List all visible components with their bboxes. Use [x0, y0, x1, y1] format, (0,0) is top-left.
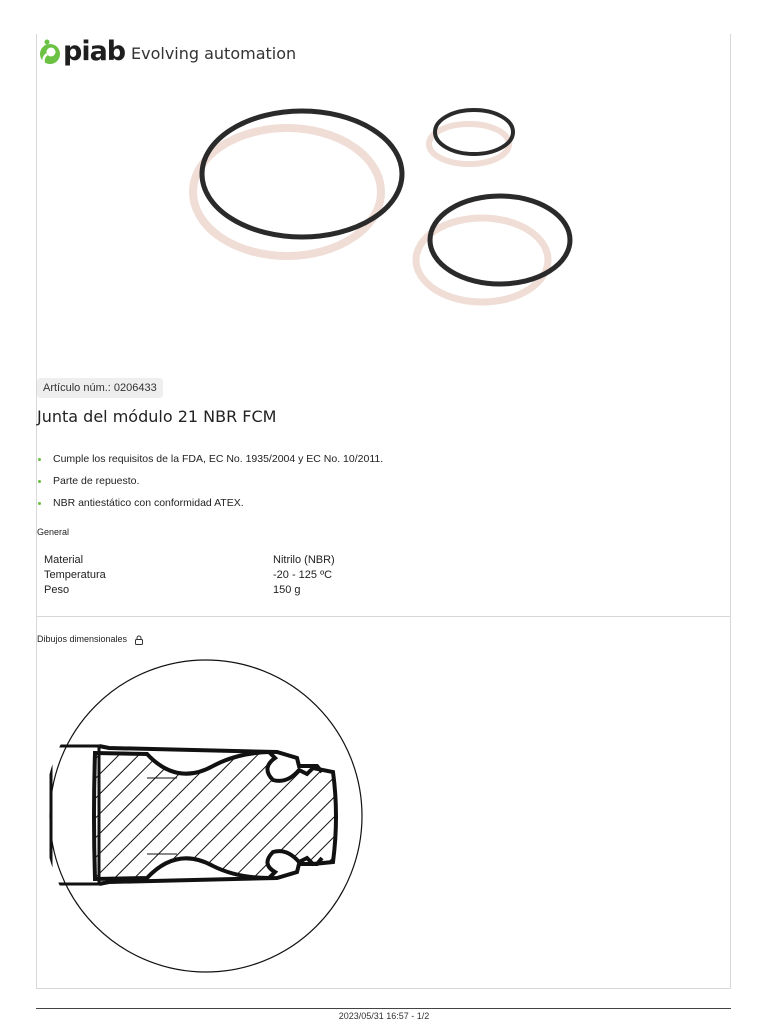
general-heading: General — [37, 527, 70, 537]
spec-value: Nitrilo (NBR) — [273, 553, 335, 566]
tagline: Evolving automation — [131, 44, 297, 63]
bullet-icon — [38, 502, 41, 505]
dimensional-drawing — [37, 658, 371, 974]
footer-rule — [36, 1008, 731, 1009]
page-footer: 2023/05/31 16:57 - 1/2 — [338, 1011, 430, 1021]
spec-key: Peso — [44, 583, 70, 596]
spec-value: -20 - 125 ºC — [273, 568, 333, 581]
spec-table — [44, 552, 335, 597]
article-number-badge: Artículo núm.: 0206433 — [37, 378, 163, 398]
feature-item — [37, 492, 383, 514]
bottom-border — [36, 988, 731, 989]
product-photo-seals — [185, 100, 585, 310]
spec-key: Temperatura — [44, 568, 106, 581]
section-divider — [36, 616, 731, 617]
piab-leaf-icon — [38, 38, 62, 66]
spec-value: 150 g — [273, 583, 301, 596]
feature-text: Cumple los requisitos de la FDA, EC No. 1935/2004 y EC No. 10/2011. — [53, 453, 384, 465]
product-title: Junta del módulo 21 NBR FCM — [37, 407, 277, 426]
feature-list — [37, 448, 383, 514]
brand-name: piab — [63, 36, 126, 67]
table-row — [44, 582, 335, 597]
drawings-heading: Dibujos dimensionales — [37, 634, 128, 644]
spec-key: Material — [44, 553, 84, 566]
drawings-heading-row — [37, 634, 144, 645]
feature-item — [37, 448, 383, 470]
table-row — [44, 552, 335, 567]
feature-item — [37, 470, 383, 492]
table-row — [44, 567, 335, 582]
piab-logo — [38, 38, 125, 66]
feature-text: NBR antiestático con conformidad ATEX. — [53, 497, 244, 509]
right-border — [730, 34, 731, 989]
bullet-icon — [38, 480, 41, 483]
lock-icon[interactable] — [134, 635, 144, 645]
bullet-icon — [38, 458, 41, 461]
feature-text: Parte de repuesto. — [53, 475, 140, 487]
